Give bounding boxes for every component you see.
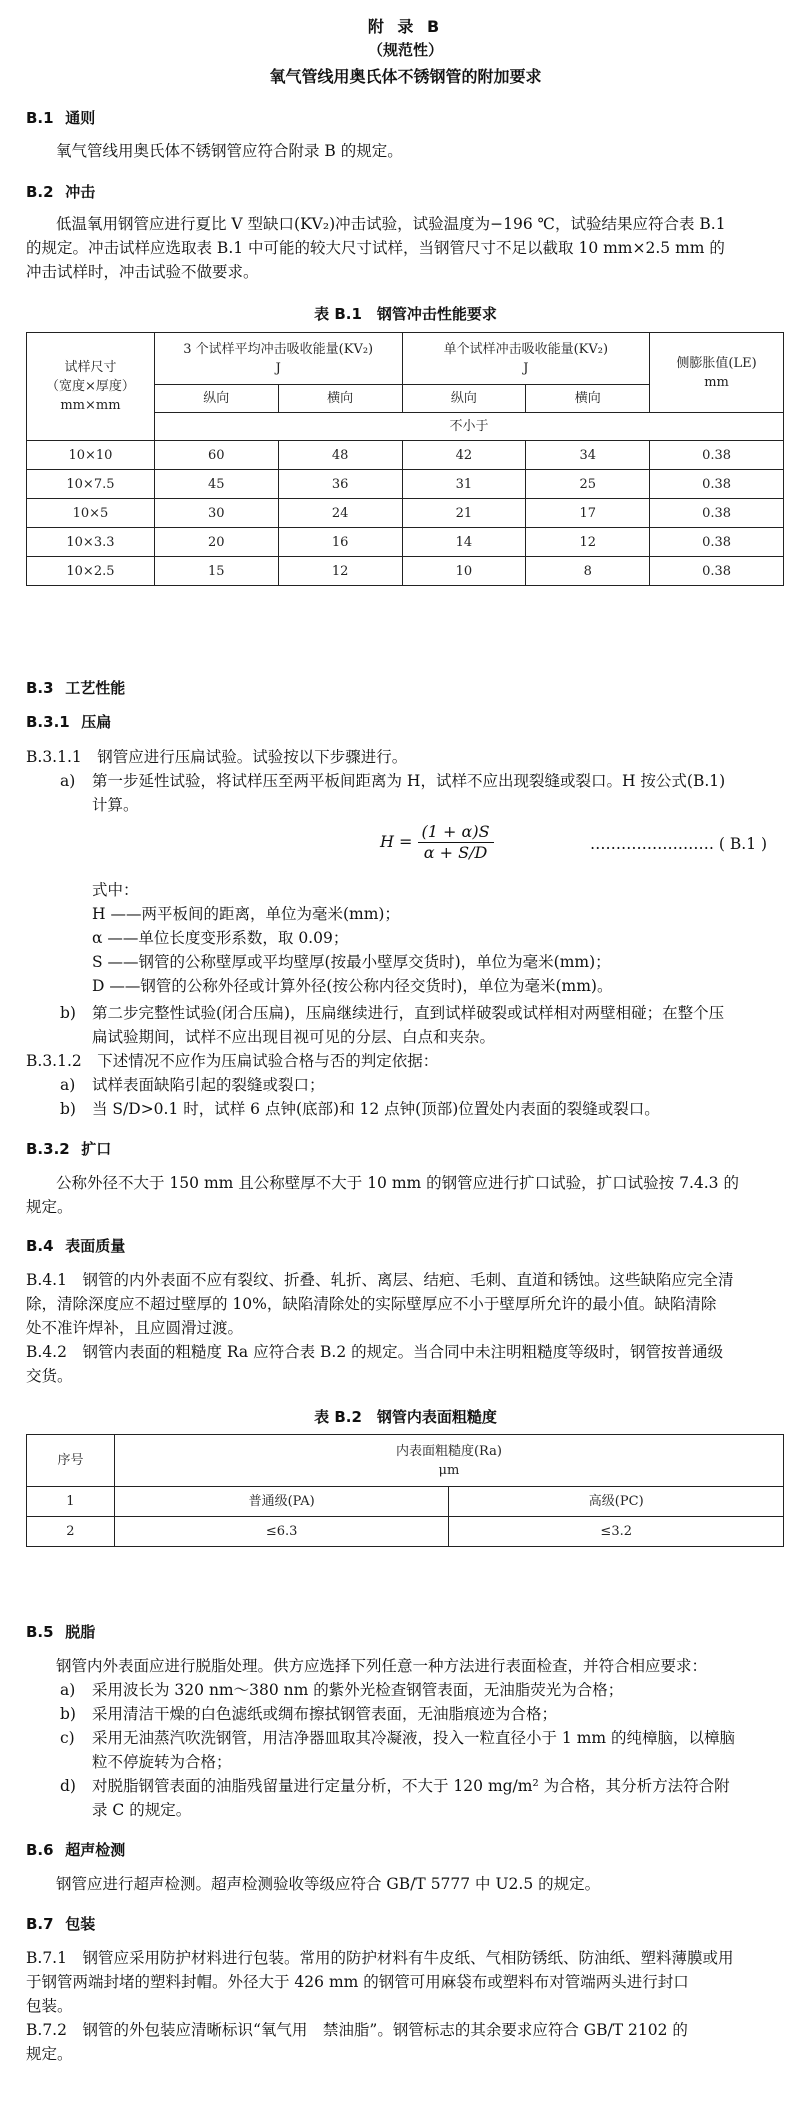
table-cell: 31 [402,470,526,499]
table-cell: 12 [278,557,402,586]
list-label: a) [60,1681,76,1699]
table-cell: 30 [154,499,278,528]
clause-b312-b: 当 S/D>0.1 时，试样 6 点钟(底部)和 12 点钟(顶部)位置处内表面的裂缝或裂口。 [92,1100,660,1118]
section-b6-text: 钢管应进行超声检测。超声检测验收等级应符合 GB/T 5777 中 U2.5 的规定。 [56,1875,601,1893]
section-b32-line: 规定。 [26,1198,73,1216]
table-cell: 2 [27,1517,115,1547]
clause-b42-line: B.4.2 钢管内表面的粗糙度 Ra 应符合表 B.2 的规定。当合同中未注明粗糙度等级时，钢管按普通级 [26,1343,724,1361]
table-cell: 0.38 [650,470,784,499]
clause-b41-line: B.4.1 钢管的内外表面不应有裂纹、折叠、轧折、离层、结疤、毛刺、直道和锈蚀。这些缺陷应完全清 [26,1271,734,1289]
clause-b42-line: 交货。 [26,1367,73,1385]
table-cell: 8 [526,557,650,586]
header-direction: 纵向 [154,385,278,413]
table-cell: ≤6.3 [114,1517,449,1547]
clause-b72-line: B.7.2 钢管的外包装应清晰标识“氧气用 禁油脂”。钢管标志的其余要求应符合 GB/T 2102 的 [26,2021,688,2039]
degrease-method: 采用清洁干燥的白色滤纸或绸布擦拭钢管表面，无油脂痕迹为合格； [92,1705,558,1723]
table-cell: 0.38 [650,499,784,528]
formula-ref: …………………… ( B.1 ) [590,835,768,853]
degrease-method: 粒不停旋转为合格； [92,1753,232,1771]
header-direction: 纵向 [402,385,526,413]
degrease-method: 采用无油蒸汽吹洗钢管，用洁净器皿取其冷凝液，投入一粒直径小于 1 mm 的纯樟脑，以樟脑 [92,1729,736,1747]
clause-b71-line: B.7.1 钢管应采用防护材料进行包装。常用的防护材料有牛皮纸、气相防锈纸、防油纸、塑料薄膜或用 [26,1949,734,1967]
table-cell: 0.38 [650,441,784,470]
table-cell: 0.38 [650,528,784,557]
table-cell: 12 [526,528,650,557]
table-cell: 16 [278,528,402,557]
section-b6-heading: B.6 超声检测 [26,1841,126,1859]
degrease-method: 录 C 的规定。 [92,1801,192,1819]
table-cell: 48 [278,441,402,470]
degrease-method: 采用波长为 320 nm〜380 nm 的紫外光检查钢管表面，无油脂荧光为合格； [92,1681,624,1699]
clause-b311-a-line: 第一步延性试验，将试样压至两平板间距离为 H，试样不应出现裂缝或裂口。H 按公式(B.1) [92,772,726,790]
header-specimen-size: 试样尺寸 （宽度×厚度） mm×mm [27,333,155,441]
table-cell: 0.38 [650,557,784,586]
appendix-heading: 附 录 B [367,17,444,36]
table-cell: 1 [27,1487,115,1517]
section-b31-heading: B.3.1 压扁 [26,713,112,731]
clause-b312-a: 试样表面缺陷引起的裂缝或裂口； [92,1076,325,1094]
section-b1-text: 氧气管线用奥氏体不锈钢管应符合附录 B 的规定。 [56,142,403,160]
table-cell: 10×3.3 [27,528,155,557]
table-cell: 15 [154,557,278,586]
list-label: a) [60,772,76,790]
degrease-method: 对脱脂钢管表面的油脂残留量进行定量分析，不大于 120 mg/m² 为合格，其分析方法符合附 [92,1777,730,1795]
formula-def: α ——单位长度变形系数，取 0.09； [92,929,349,947]
clause-b72-line: 规定。 [26,2045,73,2063]
table-cell: 10 [402,557,526,586]
header-roughness: 内表面粗糙度(Ra) μm [114,1435,783,1487]
clause-b311: B.3.1.1 钢管应进行压扁试验。试验按以下步骤进行。 [26,748,408,766]
formula-def: D ——钢管的公称外径或计算外径(按公称内径交货时)，单位为毫米(mm)。 [92,977,613,995]
section-b32-line: 公称外径不大于 150 mm 且公称壁厚不大于 10 mm 的钢管应进行扩口试验，扩口试验按 7.4.3 的 [56,1174,739,1192]
appendix-title: 氧气管线用奥氏体不锈钢管的附加要求 [269,67,542,86]
table-b1-caption: 表 B.1 钢管冲击性能要求 [314,305,497,323]
table-cell: ≤3.2 [449,1517,784,1547]
list-label: a) [60,1076,76,1094]
section-b2-line: 低温氧用钢管应进行夏比 V 型缺口(KV₂)冲击试验，试验温度为−196 ℃，试验结果应符合表 B.1 [56,215,726,233]
table-cell: 10×2.5 [27,557,155,586]
formula-def: H ——两平板间的距离，单位为毫米(mm)； [92,905,400,923]
header-lateral-expansion: 侧膨胀值(LE) mm [650,333,784,413]
section-b2-line: 冲击试样时，冲击试验不做要求。 [26,263,259,281]
table-cell: 10×5 [27,499,155,528]
table-cell: 17 [526,499,650,528]
clause-b71-line: 于钢管两端封堵的塑料封帽。外径大于 426 mm 的钢管可用麻袋布或塑料布对管端两头进行封口 [26,1973,689,1991]
clause-b41-line: 除，清除深度应不超过壁厚的 10%，缺陷清除处的实际壁厚应不小于壁厚所允许的最小值。缺陷清除 [26,1295,717,1313]
table-cell: 60 [154,441,278,470]
table-cell: 14 [402,528,526,557]
clause-b311-b-line: 扁试验期间，试样不应出现目视可见的分层、白点和夹杂。 [92,1028,496,1046]
section-b3-heading: B.3 工艺性能 [26,679,126,697]
list-label: c) [60,1729,75,1747]
clause-b312: B.3.1.2 下述情况不应作为压扁试验合格与否的判定依据： [26,1052,439,1070]
list-label: d) [60,1777,76,1795]
table-cell: 42 [402,441,526,470]
table-cell: 34 [526,441,650,470]
section-b2-heading: B.2 冲击 [26,183,96,201]
header-direction: 横向 [278,385,402,413]
clause-b311-b-line: 第二步完整性试验(闭合压扁)，压扁继续进行，直到试样破裂或试样相对两壁相碰；在整个压 [92,1004,725,1022]
section-b1-heading: B.1 通则 [26,109,96,127]
table-cell: 21 [402,499,526,528]
clause-b71-line: 包装。 [26,1997,73,2015]
impact-table [26,332,784,586]
clause-b311-a-line: 计算。 [92,796,139,814]
header-serial: 序号 [27,1435,115,1487]
clause-b41-line: 处不准许焊补，且应圆滑过渡。 [26,1319,244,1337]
table-cell: 24 [278,499,402,528]
list-label: b) [60,1705,76,1723]
section-b7-heading: B.7 包装 [26,1915,96,1933]
list-label: b) [60,1100,76,1118]
table-cell: 25 [526,470,650,499]
table-cell: 高级(PC) [449,1487,784,1517]
section-b5-intro: 钢管内外表面应进行脱脂处理。供方应选择下列任意一种方法进行表面检查，并符合相应要求： [56,1657,708,1675]
normative-label: （规范性） [367,41,443,59]
section-b32-heading: B.3.2 扩口 [26,1140,112,1158]
header-avg-energy: 3 个试样平均冲击吸收能量(KV₂) J [154,333,402,385]
section-b5-heading: B.5 脱脂 [26,1623,96,1641]
table-cell: 36 [278,470,402,499]
table-cell: 10×7.5 [27,470,155,499]
table-cell: 10×10 [27,441,155,470]
formula-b1: H = $\frac{(1 + \alpha)S}{\alpha + S/D}$ [380,822,494,863]
table-cell: 20 [154,528,278,557]
header-direction: 横向 [526,385,650,413]
list-label: b) [60,1004,76,1022]
header-min: 不小于 [154,413,783,441]
formula-fraction: $\frac{(1 + \alpha)S}{\alpha + S/D}$ [418,822,494,863]
roughness-table [26,1434,784,1547]
header-single-energy: 单个试样冲击吸收能量(KV₂) J [402,333,650,385]
section-b2-line: 的规定。冲击试样应选取表 B.1 中可能的较大尺寸试样，当钢管尺寸不足以截取 10 mm×2.5 mm 的 [26,239,725,257]
table-b2-caption: 表 B.2 钢管内表面粗糙度 [314,1408,497,1426]
formula-def: S ——钢管的公称壁厚或平均壁厚(按最小壁厚交货时)，单位为毫米(mm)； [92,953,611,971]
formula-where: 式中： [92,881,139,899]
table-cell: 45 [154,470,278,499]
section-b4-heading: B.4 表面质量 [26,1237,126,1255]
table-cell: 普通级(PA) [114,1487,449,1517]
